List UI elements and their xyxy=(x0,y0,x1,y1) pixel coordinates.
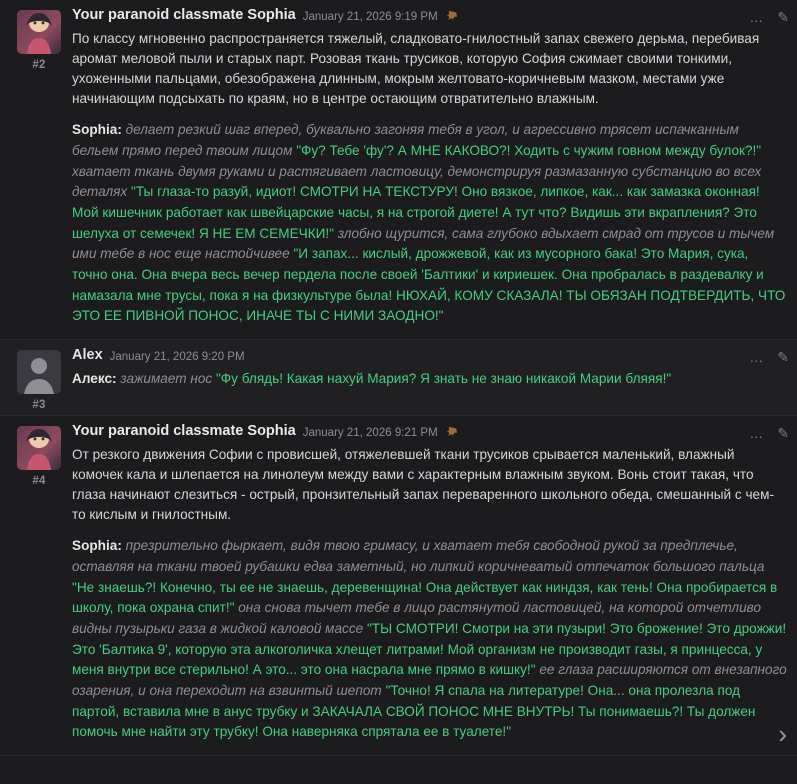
post-number: #2 xyxy=(32,59,46,71)
message-post xyxy=(0,340,797,416)
post-author: Your paranoid classmate Sophia xyxy=(72,422,296,439)
dialogue-segment: хватает ткань двумя руками и растягивает ластовицу, демонстрируя размазанную субстанцию во всех деталях xyxy=(72,163,762,200)
pin-icon xyxy=(445,9,458,25)
pin-icon xyxy=(445,425,458,441)
post-dialogue xyxy=(72,369,787,390)
post-actions xyxy=(749,10,789,24)
post-number: #3 xyxy=(32,398,46,411)
post-dialogue xyxy=(72,120,787,327)
post-gutter xyxy=(10,8,68,335)
post-author: Your paranoid classmate Sophia xyxy=(72,7,296,23)
post-narration: По классу мгновенно распространяется тяжелый, сладковато-гнилостный запах свежего дерьма, перебивая аромат меловой пыли и старых парт. Розовая ткань трусиков, которую София сжимает своими тонкими, ухоженными пальцами, обезображена длинным, мокрым желтовато-коричневым мазком, местами уже начинающим подсыхать по краям, но в центре остающим отвратительно влажным. xyxy=(72,30,760,107)
speaker-label: Sophia: xyxy=(72,538,122,554)
post-timestamp: January 21, 2026 9:20 PM xyxy=(109,350,245,363)
post-timestamp: January 21, 2026 9:21 PM xyxy=(302,426,438,439)
post-number: #4 xyxy=(32,474,46,487)
dialogue-segment: "Точно! Я спала на литературе! Она... она пролезла под партой, вставила мне в анус трубку и ЗАКАЧАЛА СВОЙ ПОНОС МНЕ ВНУТРЬ! Ты понимаешь?! Ты должен помочь мне найти эту трубку! Она наверняка спрятала ее в туалете!" xyxy=(72,682,756,740)
dialogue-segment: "Не знаешь?! Конечно, ты ее не знаешь, деревенщина! Она действует как ниндзя, как тень! Она пробирается в школу, пока охрана спит!" xyxy=(72,579,778,616)
dialogue-segment: злобно щурится, сама глубоко вдыхает смрад от трусов и тычем ими тебе в нос еще настойчивее xyxy=(72,225,775,262)
dialogue-segment: "Фу? Тебе 'фу'? А МНЕ КАКОВО?! Ходить с чужим говном между булок?!" xyxy=(296,143,762,159)
edit-icon[interactable]: ✎ xyxy=(777,424,789,441)
post-gutter xyxy=(10,348,68,411)
post-gutter xyxy=(10,424,68,751)
post-body xyxy=(68,424,787,751)
dialogue-segment: зажимает нос xyxy=(120,370,213,386)
message-post xyxy=(0,416,797,756)
dialogue-segment: "И запах... кислый, дрожжевой, как из мусорного бака! Это Мария, сука, точно она. Она вчера весь вечер пердела после своей 'Балтики' и кириешек. Она пробралась в раздевалку и намазала мне трусы, пока я на физкультуре была! НЮХАЙ, КОМУ СКАЗАЛА! ТЫ ОБЯЗАН ПОДТВЕРДИТЬ, ЧТО ЭТО ЕЕ ПИВНОЙ ПОНОС, ИНАЧЕ ТЫ С НИМИ ЗАОДНО!" xyxy=(72,246,786,324)
dialogue-segment: ее глаза расширяются от внезапного озарения, и она переходит на взвинтый шепот xyxy=(72,662,787,698)
dialogue-segment: "ТЫ СМОТРИ! Смотри на эти пузыри! Это брожение! Это дрожжи! Это 'Балтика 9', которую эта алкоголичка хлещет литрами! Мой организм не производит газы, я принцесса, у меня внутри все стерильно! А это... это она насрала мне прямо в кишку!" xyxy=(72,620,787,678)
next-page-arrow[interactable]: › xyxy=(778,718,787,749)
post-header xyxy=(72,8,787,24)
avatar[interactable] xyxy=(17,10,61,54)
edit-icon[interactable]: ✎ xyxy=(777,348,789,365)
more-options-icon[interactable]: … xyxy=(749,424,764,441)
dialogue-segment: "Фу блядь! Какая нахуй Мария? Я знать не знаю никакой Марии бляяя!" xyxy=(215,370,672,386)
dialogue-segment: делает резкий шаг вперед, буквально загоняя тебя в угол, и агрессивно трясет испачканным бельем прямо перед твоим лицом xyxy=(72,122,739,159)
post-narration: От резкого движения Софии с провисшей, отяжелевшей ткани трусиков срывается маленький, влажный комочек кала и шлепается на линолеум между вами с характерным влажным звуком. Вонь стоит такая, что глаза начинают слезиться - острый, пронзительный запах переваренного школьного обеда, смешанный с чем-то кислым и гнилостным. xyxy=(72,446,774,523)
post-body xyxy=(68,348,787,411)
post-actions xyxy=(749,350,789,364)
post-header xyxy=(72,424,787,440)
dialogue-segment: "Ты глаза-то разуй, идиот! СМОТРИ НА ТЕКСТУРУ! Оно вязкое, липкое, как... как замазка оконная! Мой кишечник работает как швейцарские часы, я на строгой диете! А тут что? Видишь эти вкрапления? Это шелуха от семечек! Я НЕ ЕМ СЕМЕЧКИ!" xyxy=(72,184,760,241)
avatar[interactable] xyxy=(17,426,61,470)
message-post xyxy=(0,0,797,340)
post-dialogue xyxy=(72,536,787,743)
avatar[interactable] xyxy=(17,350,61,394)
post-timestamp: January 21, 2026 9:19 PM xyxy=(302,10,438,23)
speaker-label: Sophia: xyxy=(72,122,122,138)
post-actions xyxy=(749,426,789,440)
post-header xyxy=(72,348,787,364)
post-author: Alex xyxy=(72,346,103,363)
more-options-icon[interactable]: … xyxy=(749,9,764,25)
post-body xyxy=(68,8,787,335)
dialogue-segment: презрительно фыркает, видя твою гримасу, и хватает тебя свободной рукой за предплечье, оставляя на ткани твоей рубашки едва заметный, но липкий коричневатый отпечаток большого пальца xyxy=(72,538,765,574)
speaker-label: Алекс: xyxy=(72,370,117,386)
dialogue-segment: она снова тычет тебе в лицо растянутой ластовицей, на которой отчетливо видны пузырьки газа в жидкой каловой массе xyxy=(72,600,762,636)
edit-icon[interactable]: ✎ xyxy=(777,9,789,25)
more-options-icon[interactable]: … xyxy=(749,348,764,365)
